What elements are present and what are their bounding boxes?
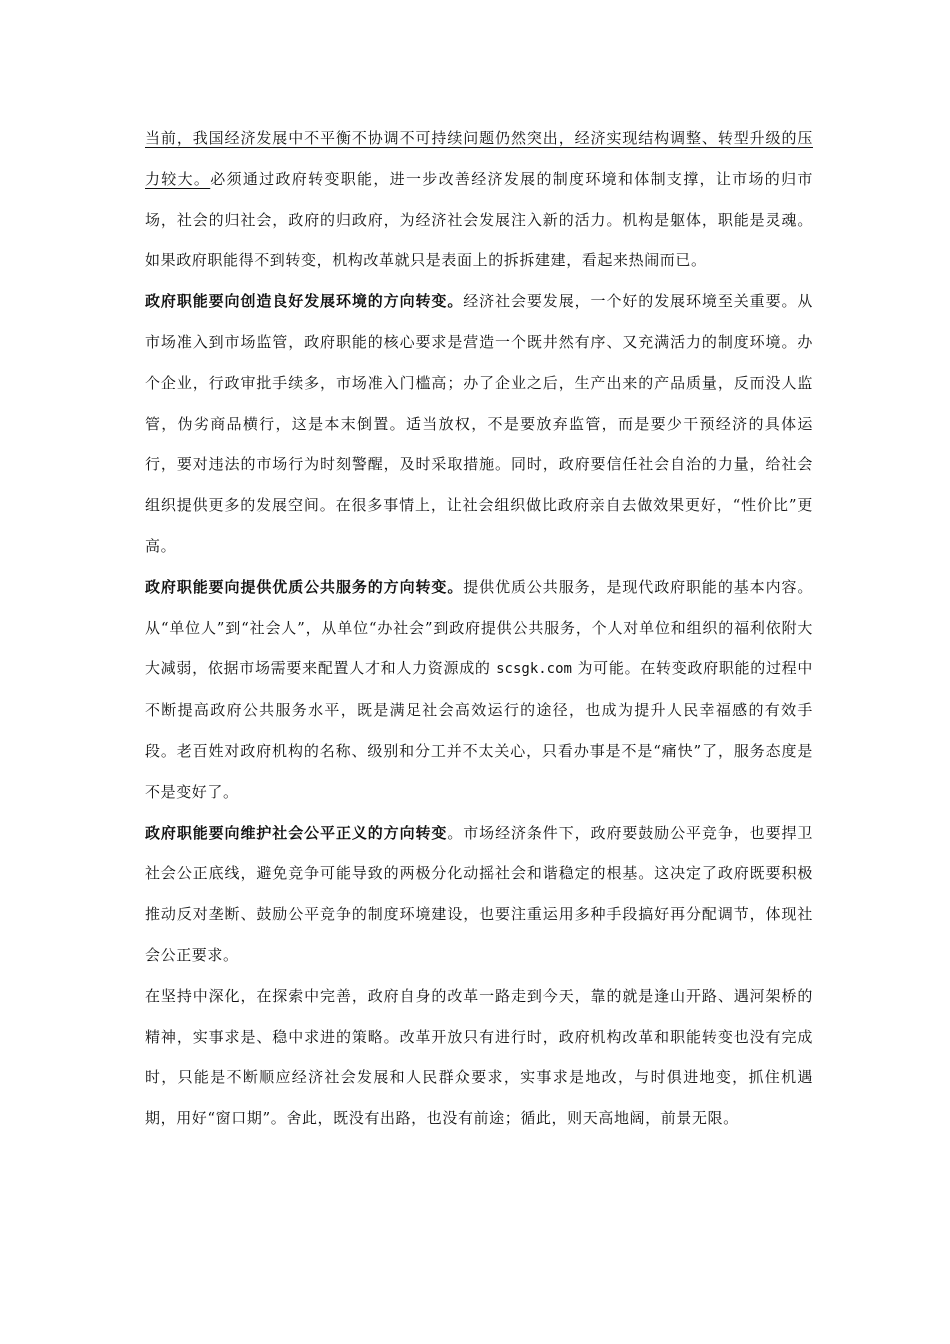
underlined-sentence: 当前，我国经济发展中不平衡不协调不可持续问题仍然突出，经济实现结构调整、转型升级的压力较大。	[145, 129, 813, 188]
paragraph-conclusion	[145, 976, 813, 1139]
paragraph-intro	[145, 118, 813, 281]
paragraph-text: 。市场经济条件下，政府要鼓励公平竞争，也要捍卫社会公正底线，避免竞争可能导致的两极分化动摇社会和谐稳定的根基。这决定了政府既要积极推动反对垄断、鼓励公平竞争的制度环境建设，也要注重运用多种手段搞好再分配调节，体现社会公正要求。	[145, 823, 813, 964]
paragraph-development-environment	[145, 281, 813, 567]
paragraph-heading: 政府职能要向创造良好发展环境的方向转变。	[145, 292, 464, 311]
paragraph-text: 为可能。在转变政府职能的过程中不断提高政府公共服务水平，既是满足社会高效运行的途径，也成为提升人民幸福感的有效手段。老百姓对政府机构的名称、级别和分工并不太关心，只看办事是不是“痛快”了，服务态度是不是变好了。	[145, 659, 813, 801]
paragraph-text: 在坚持中深化，在探索中完善，政府自身的改革一路走到今天，靠的就是逢山开路、遇河架桥的精神，实事求是、稳中求进的策略。改革开放只有进行时，政府机构改革和职能转变也没有完成时，只能是不断顺应经济社会发展和人民群众要求，实事求是地改，与时俱进地变，抓住机遇期，用好“窗口期”。舍此，既没有出路，也没有前途；循此，则天高地阔，前景无限。	[145, 986, 813, 1128]
paragraph-text: 必须通过政府转变职能，进一步改善经济发展的制度环境和体制支撑，让市场的归市场，社会的归社会，政府的归政府，为经济社会发展注入新的活力。机构是躯体，职能是灵魂。如果政府职能得不到转变，机构改革就只是表面上的拆拆建建，看起来热闹而已。	[145, 169, 813, 270]
site-watermark-text: scsgk.com	[496, 661, 572, 678]
paragraph-text: 提供优质公共服务，是现代政府职能的基本内容。从“单位人”到“社会人”，从单位“办社会”到政府提供公共服务，个人对单位和组织的福利依附大大减弱，依据市场需要来配置人才和人力资源成的	[145, 577, 813, 678]
paragraph-public-services	[145, 567, 813, 813]
paragraph-text: 经济社会要发展，一个好的发展环境至关重要。从市场准入到市场监管，政府职能的核心要求是营造一个既井然有序、又充满活力的制度环境。办个企业，行政审批手续多，市场准入门槛高；办了企业之后，生产出来的产品质量，反而没人监管，伪劣商品横行，这是本末倒置。适当放权，不是要放弃监管，而是要少干预经济的具体运行，要对违法的市场行为时刻警醒，及时采取措施。同时，政府要信任社会自治的力量，给社会组织提供更多的发展空间。在很多事情上，让社会组织做比政府亲自去做效果更好，“性价比”更高。	[145, 292, 813, 555]
article-body	[145, 118, 813, 1139]
paragraph-heading: 政府职能要向维护社会公平正义的方向转变	[145, 823, 448, 842]
paragraph-fairness-justice	[145, 813, 813, 976]
paragraph-heading: 政府职能要向提供优质公共服务的方向转变。	[145, 577, 464, 596]
